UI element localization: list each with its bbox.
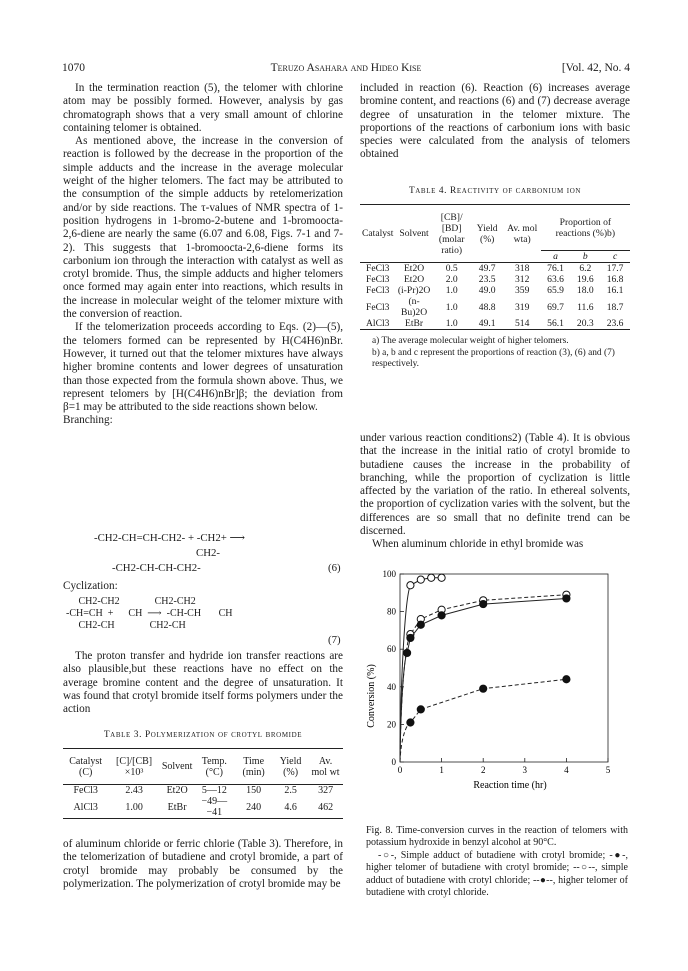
table-cell: 18.0 xyxy=(576,285,594,296)
page-number: 1070 xyxy=(62,62,85,74)
data-point xyxy=(407,634,414,641)
table-cell: 17.7 xyxy=(600,263,630,275)
y-tick-label: 0 xyxy=(391,757,396,767)
table-cell: 19.6 xyxy=(576,274,594,285)
table-cell: FeCl3 xyxy=(360,263,395,275)
table-cell: 20.3 xyxy=(576,318,594,329)
table-cell: 2.5 xyxy=(273,785,308,797)
equation-7-line1: CH2-CH2 CH2-CH2 xyxy=(66,596,196,607)
y-tick-label: 100 xyxy=(382,569,396,579)
column-header: Catalyst xyxy=(360,205,395,263)
table-cell: 359 xyxy=(515,285,530,296)
table-cell: Et2O xyxy=(403,274,425,285)
data-point xyxy=(563,595,570,602)
series-line xyxy=(400,598,566,762)
table-cell: 150 xyxy=(234,785,273,797)
equation-7-line2: -CH=CH + CH ⟶ -CH-CH CH xyxy=(66,608,233,619)
table-bottom-rule xyxy=(63,819,343,820)
paragraph: When aluminum chloride in ethyl bromide was xyxy=(372,538,584,551)
data-point xyxy=(480,600,487,607)
table-cell: FeCl3 xyxy=(365,285,390,296)
table-cell: Et2O xyxy=(395,263,432,275)
column-subheader: b xyxy=(570,251,600,263)
left-column-mid xyxy=(63,650,343,716)
column-subheader: a xyxy=(541,251,571,263)
column-header: Av. mol wta) xyxy=(504,205,541,263)
column-header: Proportion of reactions (%)b) xyxy=(541,205,630,251)
data-point xyxy=(480,685,487,692)
column-header: Catalyst (C) xyxy=(63,749,108,785)
table-cell: 76.1 xyxy=(541,263,571,275)
column-header: Solvent xyxy=(160,749,195,785)
x-axis-label: Reaction time (hr) xyxy=(473,780,547,791)
table-note: a) The average molecular weight of higher telomers. xyxy=(372,336,569,346)
x-tick-label: 5 xyxy=(605,765,611,775)
y-tick-label: 80 xyxy=(387,606,396,617)
data-point xyxy=(563,676,570,683)
x-tick-label: 3 xyxy=(522,765,528,775)
column-header: Av. mol wt xyxy=(308,749,343,785)
table-header-row xyxy=(360,205,630,251)
table-cell: 0.5 xyxy=(433,263,471,275)
data-point xyxy=(417,621,424,628)
table-cell: 16.8 xyxy=(606,274,624,285)
data-point xyxy=(407,719,414,726)
paragraph: As mentioned above, the increase in the conversion of reaction is followed by the decrease in the proportion of the simple adducts and the increase in the average molecular weight of the higher telomers. The fact may be attributed to the consumption of the simple adducts by retelomerization and/or by side reactions. The τ-values of NMR spectra of 1-position hydrogens in 1-bromo-2-butene and 1-bromoocta-2,6-diene are nearly the same (6.07 and 6.08, Figs. 7-1 and 7-2). This suggests that 1-bromoocta-2,6-diene forms its carbonium ion through the interaction with catalyst as well as crotyl bromide. Thus, the simple adducts and higher telomers once formed may again enter into reactions, which results in the increase in molecular weight of the telomer mixture with the conversion of reaction. xyxy=(63,135,343,321)
data-point xyxy=(403,649,410,656)
column-header: [C]/[CB] ×10³ xyxy=(108,749,160,785)
y-axis-label: Conversion (%) xyxy=(366,664,377,728)
x-tick-label: 1 xyxy=(439,765,444,775)
table-cell: 48.8 xyxy=(478,301,496,313)
x-tick-label: 4 xyxy=(564,765,569,775)
table-3-caption: Table 3. Polymerization of crotyl bromide xyxy=(103,730,303,740)
figure-legend-text: -○-, Simple adduct of butadiene with crotyl bromide; -●-, higher telomer of butadiene with crotyl bromide; --○--, simple adduct of butadiene with crotyl chloride; --●--, higher telomer of butadiene with crotyl chloride. xyxy=(366,849,628,899)
equation-6-number: (6) xyxy=(328,562,341,574)
page-header xyxy=(62,62,630,78)
figure-8-caption xyxy=(366,825,628,899)
table-cell: 49.1 xyxy=(478,318,496,329)
table-cell: 514 xyxy=(515,318,530,329)
right-column-mid xyxy=(360,432,630,552)
table-cell: 1.00 xyxy=(125,801,143,813)
table-cell: AlCl3 xyxy=(365,318,390,329)
series-line xyxy=(400,595,566,762)
table-cell: 6.2 xyxy=(570,263,600,275)
table-cell: 1.0 xyxy=(445,301,458,313)
data-point xyxy=(417,576,424,583)
table-cell: 23.5 xyxy=(478,274,496,285)
branching-label: Branching: xyxy=(63,414,113,427)
table-4-caption: Table 4. Reactivity of carbonium ion xyxy=(408,186,582,196)
table-3 xyxy=(63,730,343,819)
figure-caption-text: Fig. 8. Time-conversion curves in the reaction of telomers with potassium hydroxide in benzyl alcohol at 90°C. xyxy=(366,825,628,849)
table-cell: 319 xyxy=(515,301,530,313)
table-cell: 65.9 xyxy=(547,285,564,296)
table-cell: 2.0 xyxy=(445,274,458,285)
table-cell: 312 xyxy=(515,274,530,285)
table-bottom-rule xyxy=(360,330,630,331)
table-cell: FeCl3 xyxy=(365,301,390,313)
y-tick-label: 40 xyxy=(387,681,396,692)
left-column-top xyxy=(63,82,343,428)
data-point xyxy=(438,612,445,619)
paragraph: included in reaction (6). Reaction (6) increases average bromine content, and reactions (6) and (7) decrease average degree of unsaturation in the telomer mixture. The proportions of the reactions of carbonium ions with basic species were calculated from the analysis of telomers obtained xyxy=(360,82,630,161)
paragraph: of aluminum chloride or ferric chlorie (Table 3). Therefore, in the telomerization of butadiene and crotyl bromide, a part of crotyl bromide may probably be consumed by the polymerization. The polymerization of crotyl bromide may be xyxy=(63,838,343,890)
table-cell: 16.1 xyxy=(606,285,624,296)
table-cell: FeCl3 xyxy=(63,785,108,797)
table-row xyxy=(63,796,343,819)
table-cell: FeCl3 xyxy=(365,274,390,285)
table-cell: −49—−41 xyxy=(201,796,228,818)
volume-label: [Vol. 42, No. 4 xyxy=(561,62,630,74)
table-cell: 49.0 xyxy=(478,285,496,296)
table-3-grid xyxy=(63,748,343,819)
table-cell: (i-Pr)2O xyxy=(397,285,431,296)
table-cell: 49.7 xyxy=(471,263,504,275)
table-cell: Et2O xyxy=(160,785,195,797)
series-line xyxy=(400,578,442,762)
equation-6-line1: -CH2-CH=CH-CH2- + -CH2+ ⟶ xyxy=(94,532,246,544)
table-row xyxy=(360,296,630,318)
paragraph: The proton transfer and hydride ion transfer reactions are also plausible,but these reactions have no effect on the average bromine content and the degree of unsaturation. It was found that crotyl bromide itself forms polymers under the action xyxy=(63,650,343,716)
figure-8-chart xyxy=(362,566,632,801)
cyclization-label: Cyclization: xyxy=(63,580,118,592)
table-row xyxy=(360,318,630,330)
table-4-notes xyxy=(360,336,630,371)
table-cell: 23.6 xyxy=(606,318,624,329)
table-cell: 69.7 xyxy=(547,301,564,313)
table-cell: 318 xyxy=(504,263,541,275)
table-cell: 1.0 xyxy=(445,285,458,296)
x-tick-label: 0 xyxy=(397,765,403,775)
column-header: [CB]/ [BD] (molar ratio) xyxy=(433,205,471,263)
table-cell: 11.6 xyxy=(577,301,594,313)
table-row xyxy=(360,263,630,275)
table-cell: 5—12 xyxy=(194,785,234,797)
table-cell: 4.6 xyxy=(284,801,297,813)
column-header: Temp. (°C) xyxy=(194,749,234,785)
paragraph: In the termination reaction (5), the telomer with chlorine atom may be possibly formed. However, analysis by gas chromatograph shows that a very small amount of chlorine containing telomer is obtained. xyxy=(63,82,343,134)
column-header: Yield (%) xyxy=(471,205,504,263)
table-cell: AlCl3 xyxy=(73,801,98,813)
table-4-grid xyxy=(360,204,630,330)
data-point xyxy=(407,582,414,589)
equation-7-number: (7) xyxy=(328,634,341,646)
table-cell: EtBr xyxy=(405,318,424,329)
y-tick-label: 20 xyxy=(387,719,396,730)
right-column-top xyxy=(360,82,630,162)
y-tick-label: 60 xyxy=(387,644,396,655)
running-authors: Teruzo Asahara and Hideo Kise xyxy=(270,62,422,74)
table-4 xyxy=(360,186,630,371)
table-header-row xyxy=(63,749,343,785)
column-header: Time (min) xyxy=(234,749,273,785)
equation-7-line3: CH2-CH CH2-CH xyxy=(66,620,186,631)
column-subheader: c xyxy=(600,251,630,263)
left-column-bottom xyxy=(63,838,343,891)
table-cell: 327 xyxy=(308,785,343,797)
column-header: Solvent xyxy=(395,205,432,263)
table-row xyxy=(63,785,343,797)
column-header: Yield (%) xyxy=(273,749,308,785)
table-note: b) a, b and c represent the proportions of reaction (3), (6) and (7) respectively. xyxy=(372,347,615,369)
data-point xyxy=(417,706,424,713)
data-point xyxy=(428,574,435,581)
table-row xyxy=(360,274,630,285)
equation-6-line2: CH2- xyxy=(196,547,220,559)
table-cell: (n-Bu)2O xyxy=(401,296,428,318)
table-cell: 462 xyxy=(318,801,334,813)
table-cell: 1.0 xyxy=(445,318,458,329)
table-cell: 2.43 xyxy=(108,785,160,797)
table-cell: EtBr xyxy=(167,801,187,813)
table-cell: 56.1 xyxy=(547,318,564,329)
table-cell: 18.7 xyxy=(606,301,624,313)
data-point xyxy=(438,574,445,581)
equation-6-line3: -CH2-CH-CH-CH2- xyxy=(112,562,201,574)
paragraph: under various reaction conditions2) (Table 4). It is obvious that the increase in the initial ratio of crotyl bromide to butadiene causes the increase in the probability of branching, while the proportion of cyclization is little affected by the variation of the ratio. In ethereal solvents, the proportion of cyclization varies with the solvent, but the differences are so small that no definite trend can be discerned. xyxy=(360,432,630,538)
table-row xyxy=(360,285,630,296)
table-cell: 240 xyxy=(246,801,262,813)
paragraph: If the telomerization proceeds according to Eqs. (2)—(5), the telomers formed can be represented by H(C4H6)nBr. However, it turned out that the telomer mixtures have always higher bromine contents and lower degrees of unsaturation than those expected from the formula shown above. Thus, we represent telomers by [H(C4H6)nBr]β; the deviation from β=1 may be attributed to the side reactions shown below. xyxy=(63,321,343,414)
x-tick-label: 2 xyxy=(480,765,486,775)
table-cell: 63.6 xyxy=(547,274,564,285)
